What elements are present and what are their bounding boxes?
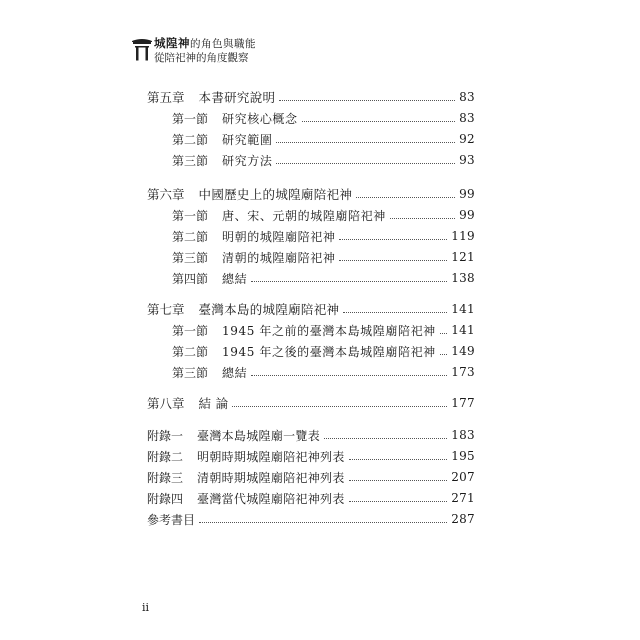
page-number: ii	[142, 601, 150, 614]
toc-chapter-entry[interactable]	[147, 88, 475, 106]
dot-leader	[279, 100, 455, 101]
dot-leader	[302, 121, 456, 122]
toc-section-entry[interactable]	[147, 227, 475, 245]
dot-leader	[232, 406, 447, 407]
toc-entry-title: 本書研究說明	[198, 90, 276, 105]
book-title-bold: 城隍神	[154, 36, 190, 50]
toc-entry-title: 臺灣當代城隍廟陪祀神列表	[197, 491, 345, 506]
dot-leader	[356, 197, 455, 198]
toc-entry-number: 附錄四	[147, 491, 184, 506]
toc-section-entry[interactable]	[147, 342, 475, 360]
book-title	[154, 35, 256, 51]
toc-entry-title: 清朝時期城隍廟陪祀神列表	[197, 470, 345, 485]
toc-entry-number: 第七章	[147, 302, 185, 317]
toc-appendix-entry[interactable]	[147, 447, 475, 465]
toc-entry-number: 第二節	[172, 229, 209, 244]
toc-entry-number: 第一節	[172, 111, 209, 126]
toc-section-entry[interactable]	[147, 206, 475, 224]
toc-entry-page: 121	[451, 250, 475, 264]
dot-leader	[251, 375, 447, 376]
toc-section-entry[interactable]	[147, 321, 475, 339]
dot-leader	[199, 522, 447, 523]
dot-leader	[339, 260, 447, 261]
toc-entry-number: 第三節	[172, 365, 209, 380]
toc-entry-page: 99	[459, 187, 475, 201]
book-subtitle: 從陪祀神的角度觀察	[154, 52, 249, 64]
toc-entry-page: 271	[451, 491, 475, 505]
toc-chapter-entry[interactable]	[147, 300, 475, 318]
toc-section-entry[interactable]	[147, 109, 475, 127]
toc-entry-number: 第六章	[147, 187, 185, 202]
toc-entry-page: 183	[451, 428, 475, 442]
running-header	[132, 34, 332, 66]
toc-entry-number: 第四節	[172, 271, 209, 286]
toc-entry-number: 參考書目	[147, 512, 196, 527]
toc-entry-title: 唐、宋、元朝的城隍廟陪祀神	[222, 208, 386, 223]
toc-entry-title: 研究方法	[222, 153, 273, 168]
toc-entry-page: 141	[451, 323, 475, 337]
toc-chapter-entry[interactable]	[147, 394, 475, 412]
toc-entry-page: 177	[451, 396, 475, 410]
toc-entry-title: 結 論	[198, 396, 229, 411]
toc-section-entry[interactable]	[147, 130, 475, 148]
toc-entry-title: 臺灣本島的城隍廟陪祀神	[198, 302, 340, 317]
toc-entry-page: 92	[459, 132, 475, 146]
toc-entry-page: 138	[451, 271, 475, 285]
toc-entry-number: 第二節	[172, 132, 209, 147]
toc-entry-number: 第一節	[172, 208, 209, 223]
toc-entry-title: 明朝的城隍廟陪祀神	[222, 229, 336, 244]
dot-leader	[390, 218, 455, 219]
toc-entry-page: 119	[451, 229, 475, 243]
dot-leader	[349, 480, 448, 481]
toc-entry-page: 83	[459, 90, 475, 104]
toc-entry-title: 臺灣本島城隍廟一覽表	[197, 428, 321, 443]
toc-entry-page: 195	[451, 449, 475, 463]
toc-entry-number: 第三節	[172, 250, 209, 265]
toc-entry-number: 附錄二	[147, 449, 184, 464]
dot-leader	[276, 163, 455, 164]
toc-entry-title: 明朝時期城隍廟陪祀神列表	[197, 449, 345, 464]
toc-entry-title: 總結	[222, 365, 248, 380]
toc-entry-title: 1945 年之前的臺灣本島城隍廟陪祀神	[222, 323, 436, 338]
toc-entry-page: 173	[451, 365, 475, 379]
toc-entry-number: 附錄三	[147, 470, 184, 485]
dot-leader	[440, 354, 447, 355]
toc-section-entry[interactable]	[147, 151, 475, 169]
toc-entry-number: 第五章	[147, 90, 185, 105]
dot-leader	[276, 142, 455, 143]
toc-appendix-entry[interactable]	[147, 510, 475, 528]
toc-entry-page: 141	[451, 302, 475, 316]
toc-entry-title: 研究範圍	[222, 132, 273, 147]
dot-leader	[349, 459, 448, 460]
toc-appendix-entry[interactable]	[147, 489, 475, 507]
toc-entry-title: 研究核心概念	[222, 111, 298, 126]
toc-section-entry[interactable]	[147, 248, 475, 266]
toc-entry-number: 附錄一	[147, 428, 184, 443]
toc-entry-title: 1945 年之後的臺灣本島城隍廟陪祀神	[222, 344, 436, 359]
toc-appendix-entry[interactable]	[147, 426, 475, 444]
toc-entry-page: 287	[451, 512, 475, 526]
dot-leader	[324, 438, 447, 439]
toc-section-entry[interactable]	[147, 363, 475, 381]
toc-section-entry[interactable]	[147, 269, 475, 287]
toc-entry-number: 第二節	[172, 344, 209, 359]
toc-entry-title: 中國歷史上的城隍廟陪祀神	[198, 187, 353, 202]
toc-entry-number: 第一節	[172, 323, 209, 338]
dot-leader	[440, 333, 447, 334]
dot-leader	[343, 312, 447, 313]
toc-chapter-entry[interactable]	[147, 185, 475, 203]
toc-entry-title: 清朝的城隍廟陪祀神	[222, 250, 336, 265]
toc-entry-title: 總結	[222, 271, 248, 286]
toc-entry-number: 第八章	[147, 396, 185, 411]
toc-entry-page: 207	[451, 470, 475, 484]
toc-appendix-entry[interactable]	[147, 468, 475, 486]
dot-leader	[339, 239, 447, 240]
temple-gate-icon	[132, 36, 152, 62]
dot-leader	[349, 501, 448, 502]
toc-entry-number: 第三節	[172, 153, 209, 168]
toc-entry-page: 93	[459, 153, 475, 167]
toc-entry-page: 83	[459, 111, 475, 125]
book-title-rest: 的角色與職能	[190, 38, 256, 50]
toc-entry-page: 99	[459, 208, 475, 222]
dot-leader	[251, 281, 447, 282]
toc-entry-page: 149	[451, 344, 475, 358]
